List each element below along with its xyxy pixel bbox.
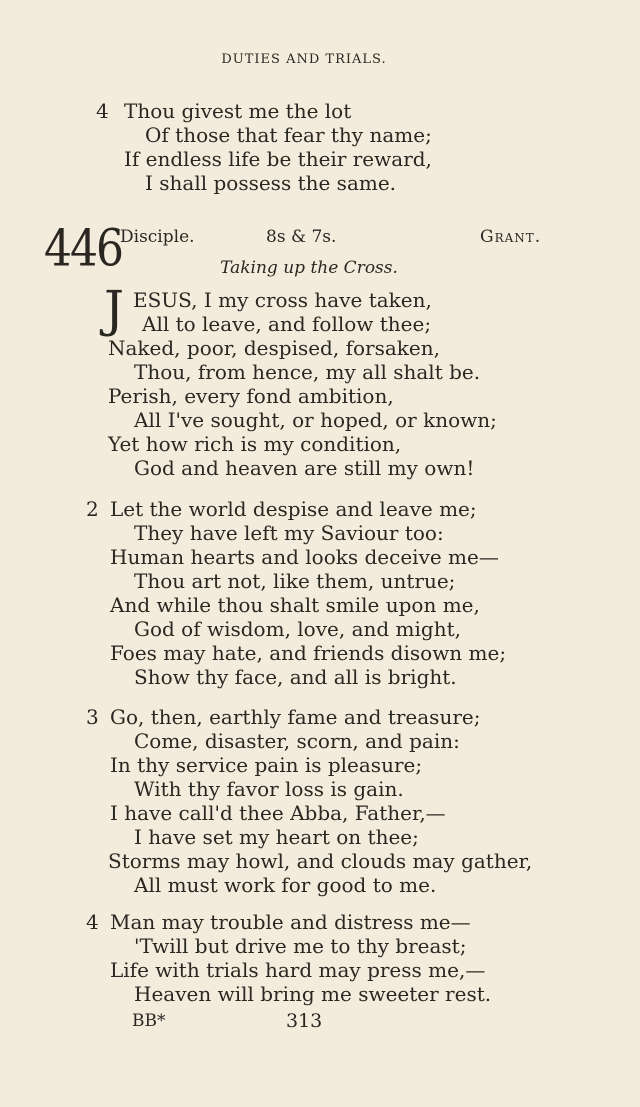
verse-line: Naked, poor, despised, forsaken, <box>108 336 440 360</box>
signature-mark: BB* <box>132 1011 166 1031</box>
hymn-topic: Disciple. <box>120 227 195 247</box>
verse-line: Go, then, earthly fame and treasure; <box>110 705 481 729</box>
verse-number: 2 <box>86 497 99 521</box>
drop-cap: J <box>104 280 125 338</box>
verse-line: And while thou shalt smile upon me, <box>110 593 480 617</box>
verse-line: ESUS, I my cross have taken, <box>133 288 432 312</box>
verse-line: Show thy face, and all is bright. <box>134 665 457 689</box>
verse-line: Come, disaster, scorn, and pain: <box>134 729 460 753</box>
verse-line: Perish, every fond ambition, <box>108 384 394 408</box>
verse-line: Thou givest me the lot <box>124 99 352 123</box>
verse-line: Life with trials hard may press me,— <box>110 958 486 982</box>
verse-line: All to leave, and follow thee; <box>142 312 432 336</box>
verse-number: 4 <box>86 910 99 934</box>
verse-line: I shall possess the same. <box>145 171 397 195</box>
hymn-subtitle: Taking up the Cross. <box>220 258 398 278</box>
verse-line: In thy service pain is pleasure; <box>110 753 423 777</box>
verse-line: Yet how rich is my condition, <box>108 432 402 456</box>
verse-line: Storms may howl, and clouds may gather, <box>108 849 533 873</box>
verse-line: I have call'd thee Abba, Father,— <box>110 801 446 825</box>
verse-line: They have left my Saviour too: <box>134 521 444 545</box>
verse-line: 'Twill but drive me to thy breast; <box>134 934 467 958</box>
page-number: 313 <box>286 1010 323 1032</box>
verse-line: God and heaven are still my own! <box>134 456 475 480</box>
verse-line: God of wisdom, love, and might, <box>134 617 461 641</box>
running-head: DUTIES AND TRIALS. <box>221 52 387 67</box>
verse-line: Foes may hate, and friends disown me; <box>110 641 507 665</box>
verse-line: All I've sought, or hoped, or known; <box>134 408 497 432</box>
verse-line: Let the world despise and leave me; <box>110 497 477 521</box>
hymn-number: 446 <box>44 219 122 279</box>
verse-line: With thy favor loss is gain. <box>134 777 404 801</box>
verse-line: I have set my heart on thee; <box>134 825 419 849</box>
hymn-tune: Grant. <box>480 227 542 247</box>
verse-line: Human hearts and looks deceive me— <box>110 545 499 569</box>
hymn-meter: 8s & 7s. <box>266 227 337 247</box>
verse-line: Thou, from hence, my all shalt be. <box>134 360 481 384</box>
verse-line: Thou art not, like them, untrue; <box>134 569 456 593</box>
verse-number: 4 <box>96 99 109 123</box>
verse-line: Of those that fear thy name; <box>145 123 432 147</box>
verse-line: Man may trouble and distress me— <box>110 910 471 934</box>
verse-number: 3 <box>86 705 99 729</box>
verse-line: Heaven will bring me sweeter rest. <box>134 982 492 1006</box>
verse-line: If endless life be their reward, <box>124 147 432 171</box>
verse-line: All must work for good to me. <box>134 873 437 897</box>
